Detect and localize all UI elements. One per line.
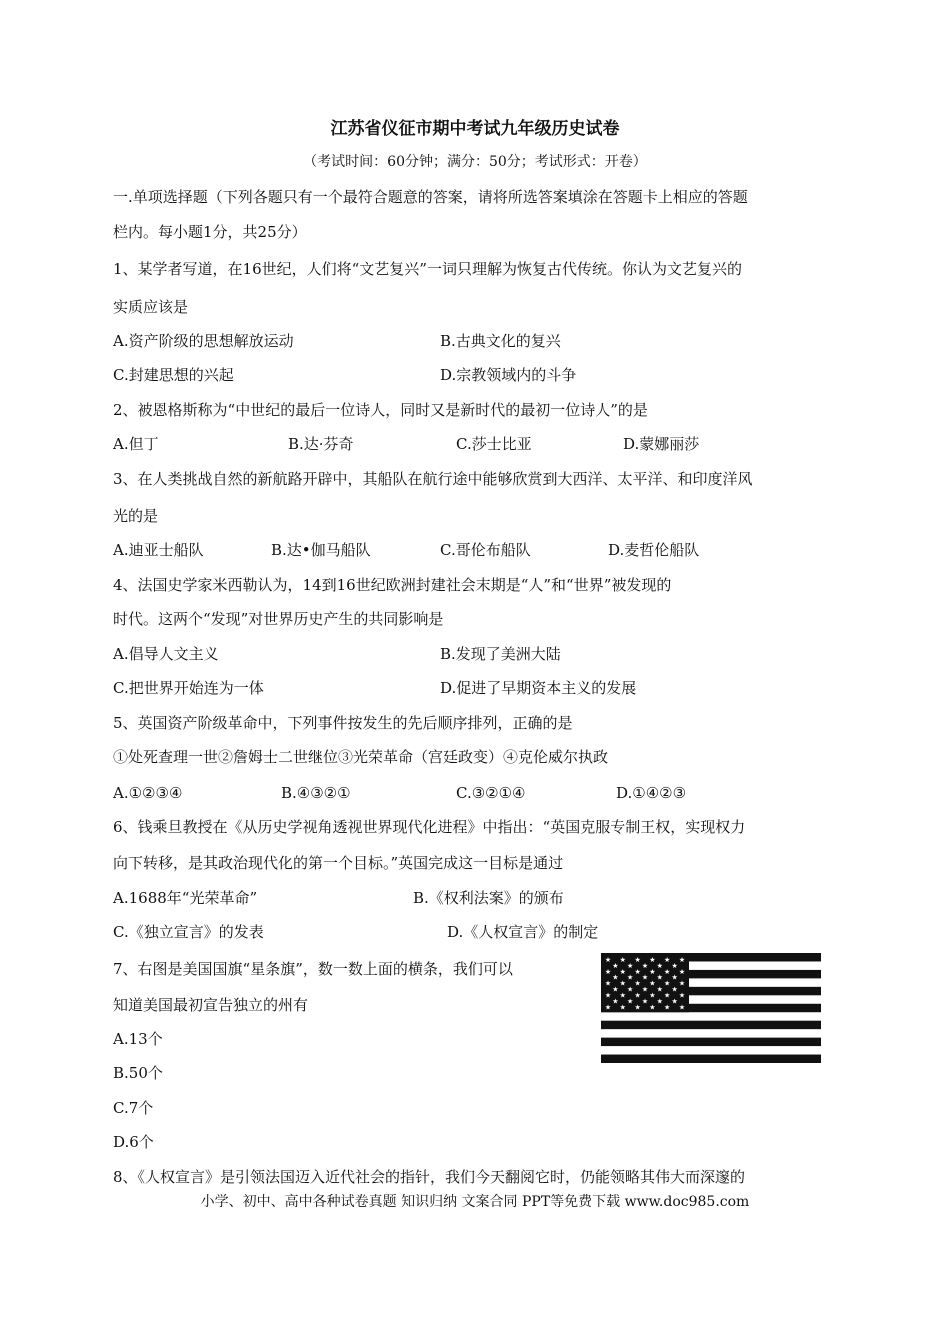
q4-option-a: A.倡导人文主义 — [113, 645, 219, 663]
flag-star: ★ — [604, 967, 612, 976]
q6-option-b: B.《权利法案》的颁布 — [413, 889, 564, 907]
flag-star: ★ — [604, 979, 612, 988]
flag-star: ★ — [649, 979, 656, 988]
q6-stem-line-1: 6、钱乘旦教授在《从历史学视角透视世界现代化进程》中指出：“英国克服专制王权，实现权力 — [113, 818, 746, 836]
flag-star: ★ — [671, 973, 678, 982]
flag-star: ★ — [627, 961, 634, 970]
q7-option-b: B.50个 — [113, 1064, 163, 1082]
q3-option-a: A.迪亚士船队 — [113, 541, 204, 559]
flag-star: ★ — [678, 967, 686, 976]
q1-option-b: B.古典文化的复兴 — [440, 332, 561, 350]
q7-option-a: A.13个 — [113, 1030, 163, 1048]
flag-star: ★ — [619, 956, 626, 964]
q1-stem-line-2: 实质应该是 — [113, 298, 189, 316]
q3-option-b: B.达•伽马船队 — [271, 541, 371, 559]
flag-star: ★ — [656, 973, 663, 982]
q2-stem-line-1: 2、被恩格斯称为“中世纪的最后一位诗人，同时又是新时代的最初一位诗人”的是 — [113, 401, 648, 419]
flag-star: ★ — [656, 997, 663, 1006]
flag-star: ★ — [627, 997, 634, 1006]
flag-star: ★ — [612, 985, 619, 994]
flag-star: ★ — [664, 956, 671, 964]
q4-stem-line-1: 4、法国史学家米西勒认为，14到16世纪欧洲封建社会末期是“人”和“世界”被发现的 — [113, 576, 672, 594]
flag-star: ★ — [612, 961, 619, 970]
q1-option-c: C.封建思想的兴起 — [113, 366, 234, 384]
us-flag-image — [601, 953, 821, 1063]
flag-star: ★ — [656, 985, 663, 994]
flag-star: ★ — [612, 997, 619, 1006]
flag-star: ★ — [627, 985, 634, 994]
q3-option-d: D.麦哲伦船队 — [608, 541, 700, 559]
flag-star: ★ — [604, 1003, 612, 1012]
flag-star: ★ — [619, 967, 626, 976]
flag-star: ★ — [671, 985, 678, 994]
q7-option-c: C.7个 — [113, 1099, 154, 1117]
q4-option-b: B.发现了美洲大陆 — [440, 645, 561, 663]
flag-star: ★ — [634, 979, 641, 988]
flag-star: ★ — [604, 991, 612, 1000]
flag-star: ★ — [664, 979, 671, 988]
section-intro-line-2: 栏内。每小题1分，共25分） — [113, 223, 307, 241]
flag-star: ★ — [671, 961, 678, 970]
q5-stem-line-1: 5、英国资产阶级革命中，下列事件按发生的先后顺序排列，正确的是 — [113, 714, 573, 732]
q2-option-b: B.达·芬奇 — [288, 435, 354, 453]
q6-option-d: D.《人权宣言》的制定 — [447, 923, 599, 941]
q4-option-c: C.把世界开始连为一体 — [113, 679, 264, 697]
q2-option-a: A.但丁 — [113, 435, 159, 453]
flag-star: ★ — [641, 985, 649, 994]
flag-star: ★ — [671, 997, 678, 1006]
flag-star: ★ — [634, 1003, 641, 1012]
flag-star: ★ — [678, 991, 686, 1000]
q5-option-a: A.①②③④ — [113, 784, 183, 802]
flag-star: ★ — [678, 1003, 686, 1012]
q6-option-a: A.1688年“光荣革命” — [113, 889, 258, 907]
q6-stem-line-2: 向下转移，是其政治现代化的第一个目标。”英国完成这一目标是通过 — [113, 854, 564, 872]
page-title: 江苏省仪征市期中考试九年级历史试卷 — [330, 119, 620, 139]
flag-star: ★ — [641, 961, 649, 970]
flag-stripe — [601, 1038, 821, 1046]
flag-star: ★ — [619, 979, 626, 988]
exam-info: （考试时间：60分钟；满分：50分；考试形式：开卷） — [303, 154, 647, 170]
flag-star: ★ — [634, 991, 641, 1000]
q2-option-c: C.莎士比亚 — [456, 435, 532, 453]
flag-star: ★ — [664, 967, 671, 976]
q7-option-d: D.6个 — [113, 1133, 154, 1151]
flag-star: ★ — [678, 979, 686, 988]
q3-stem-line-1: 3、在人类挑战自然的新航路开辟中，其船队在航行途中能够欣赏到大西洋、太平洋、和印度洋风 — [113, 470, 753, 488]
q8-stem-line-1: 8、《人权宣言》是引领法国迈入近代社会的指针，我们今天翻阅它时，仍能领略其伟大而深邃的 — [113, 1168, 746, 1186]
flag-star: ★ — [604, 956, 612, 964]
flag-stripe — [601, 1021, 821, 1029]
q1-option-a: A.资产阶级的思想解放运动 — [113, 332, 294, 350]
flag-star: ★ — [627, 973, 634, 982]
q3-stem-line-2: 光的是 — [113, 507, 159, 525]
flag-star: ★ — [612, 973, 619, 982]
q6-option-c: C.《独立宣言》的发表 — [113, 923, 264, 941]
flag-star: ★ — [664, 991, 671, 1000]
flag-star: ★ — [641, 973, 649, 982]
flag-star: ★ — [641, 997, 649, 1006]
flag-star: ★ — [649, 991, 656, 1000]
q7-stem-line-2: 知道美国最初宣告独立的州有 — [113, 996, 309, 1014]
q5-stem-line-2: ①处死查理一世②詹姆士二世继位③光荣革命（宫廷政变）④克伦威尔执政 — [113, 748, 609, 766]
flag-star: ★ — [619, 991, 626, 1000]
section-intro-line-1: 一.单项选择题（下列各题只有一个最符合题意的答案，请将所选答案填涂在答题卡上相应的答题 — [113, 188, 748, 206]
q5-option-d: D.①④②③ — [616, 784, 687, 802]
flag-star: ★ — [678, 956, 686, 964]
q5-option-c: C.③②①④ — [456, 784, 526, 802]
flag-star: ★ — [634, 967, 641, 976]
q7-stem-line-1: 7、右图是美国国旗“星条旗”，数一数上面的横条，我们可以 — [113, 960, 513, 978]
flag-star: ★ — [619, 1003, 626, 1012]
footer-ad-text: 小学、初中、高中各种试卷真题 知识归纳 文案合同 PPT等免费下载 www.doc985.com — [200, 1194, 750, 1210]
q1-option-d: D.宗教领域内的斗争 — [440, 366, 577, 384]
q5-option-b: B.④③②① — [281, 784, 351, 802]
flag-star: ★ — [649, 967, 656, 976]
flag-star: ★ — [634, 956, 641, 964]
flag-star: ★ — [664, 1003, 671, 1012]
flag-star: ★ — [649, 956, 656, 964]
q4-stem-line-2: 时代。这两个“发现”对世界历史产生的共同影响是 — [113, 610, 444, 628]
flag-star: ★ — [649, 1003, 656, 1012]
flag-star: ★ — [656, 961, 663, 970]
q2-option-d: D.蒙娜丽莎 — [623, 435, 700, 453]
q4-option-d: D.促进了早期资本主义的发展 — [440, 679, 637, 697]
q1-stem-line-1: 1、某学者写道，在16世纪，人们将“文艺复兴”一词只理解为恢复古代传统。你认为文艺复兴的 — [113, 260, 742, 278]
flag-stripe — [601, 1055, 821, 1063]
q3-option-c: C.哥伦布船队 — [440, 541, 531, 559]
